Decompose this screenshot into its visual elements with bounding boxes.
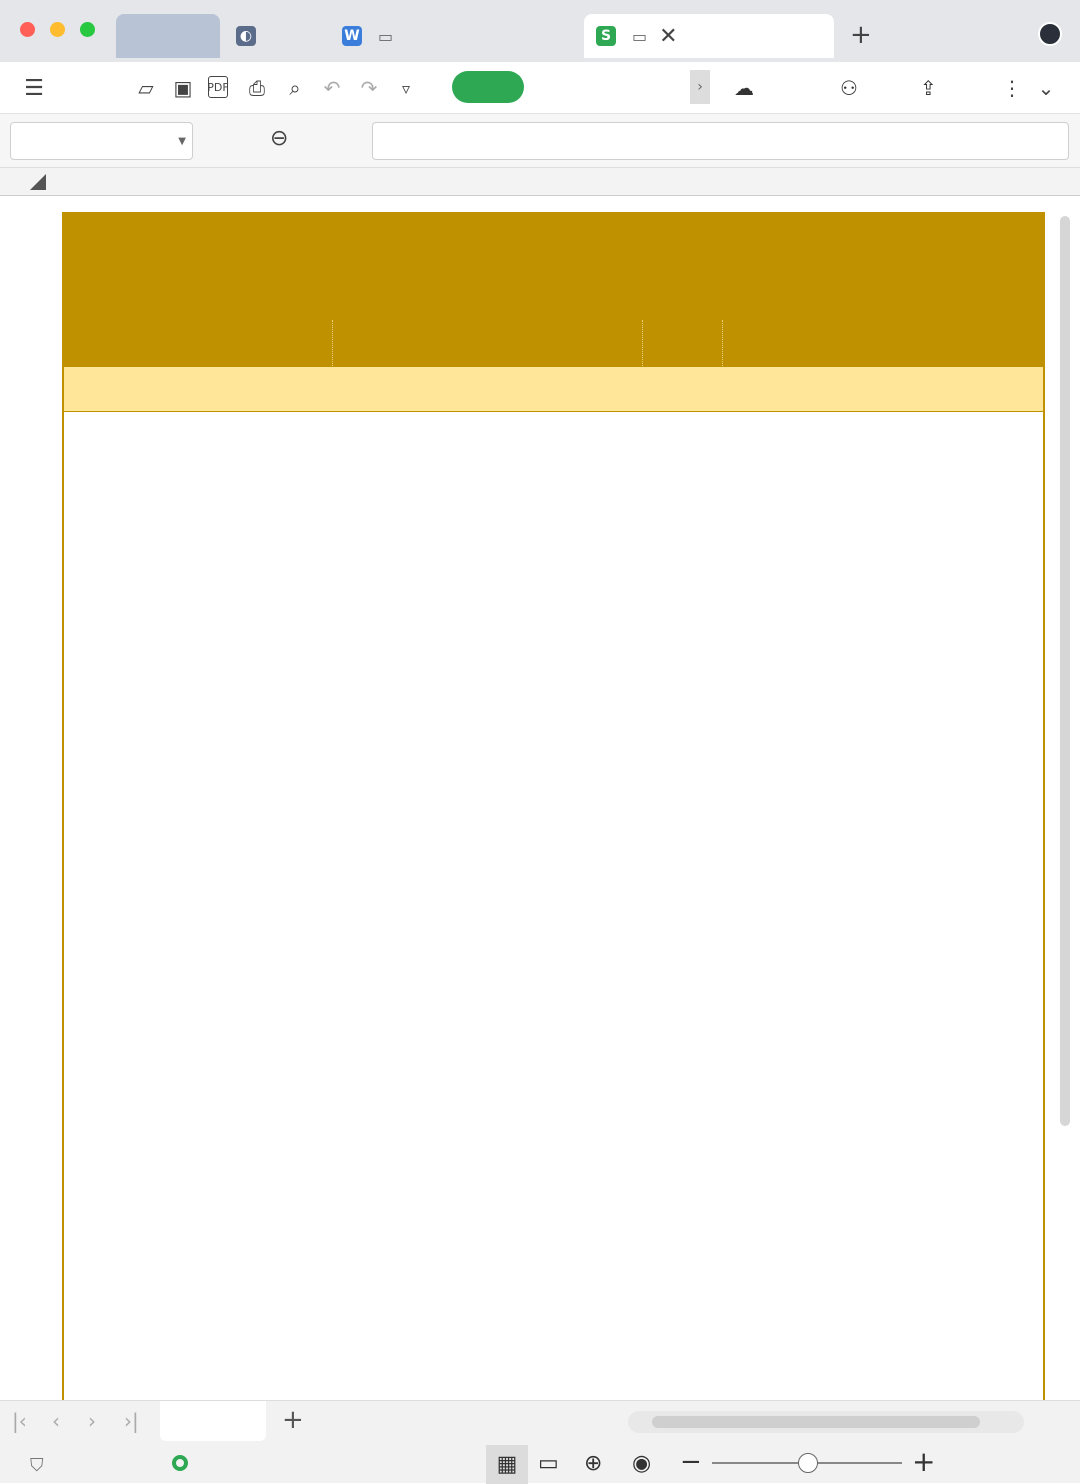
spreadsheet-icon: S <box>596 26 616 46</box>
sync-status-button[interactable] <box>734 62 758 114</box>
doc-protection-status[interactable] <box>30 1455 52 1476</box>
word-doc-icon: W <box>342 26 362 46</box>
open-folder-icon[interactable]: ▱ <box>138 76 154 100</box>
backup-status[interactable] <box>172 1455 198 1471</box>
print-preview-icon[interactable]: ⌕ <box>289 76 301 100</box>
menu-icon[interactable]: ☰ <box>24 75 44 101</box>
cloud-icon: ☁ <box>734 76 754 100</box>
more-dropdown-icon[interactable]: ▿ <box>401 78 411 98</box>
zoom-out-icon[interactable]: − <box>680 1447 702 1477</box>
scroll-right-icon[interactable]: › <box>690 70 710 104</box>
sheet-tab-sheet1[interactable] <box>160 1401 266 1441</box>
share-button[interactable] <box>920 62 943 114</box>
user-add-icon: ⚇ <box>840 76 858 100</box>
share-icon: ⇪ <box>920 76 937 100</box>
backup-on-icon <box>172 1455 188 1471</box>
prev-sheet-icon[interactable]: ‹ <box>52 1409 60 1433</box>
formula-input[interactable] <box>372 122 1069 160</box>
new-tab-plus-icon[interactable]: + <box>850 20 872 50</box>
zoom-window-button[interactable] <box>80 22 95 37</box>
zoom-find-icon[interactable]: ⊖ <box>270 126 289 151</box>
close-window-button[interactable] <box>20 22 35 37</box>
info-row <box>62 320 1045 366</box>
daoke-icon: ◐ <box>236 26 256 46</box>
title-tab-bar <box>0 0 1080 62</box>
select-all-corner[interactable] <box>30 174 46 190</box>
monitor-icon: ▭ <box>632 26 648 46</box>
normal-view-icon[interactable]: ▦ <box>486 1445 528 1484</box>
tab-home[interactable] <box>116 14 220 58</box>
first-sheet-icon[interactable]: |‹ <box>12 1409 27 1433</box>
split-view-icon[interactable]: ⊕ <box>584 1451 603 1476</box>
more-vertical-icon[interactable]: ⋮ <box>1002 76 1022 100</box>
add-sheet-icon[interactable]: + <box>282 1405 304 1435</box>
shield-icon: ⛉ <box>30 1455 44 1476</box>
pdf-export-icon[interactable]: PDF <box>208 76 228 98</box>
sheet-title[interactable] <box>62 212 1045 320</box>
last-sheet-icon[interactable]: ›| <box>124 1409 139 1433</box>
page-view-icon[interactable]: ▭ <box>538 1451 559 1476</box>
save-icon[interactable]: ▣ <box>173 76 193 100</box>
scrollbar-thumb[interactable] <box>652 1416 980 1428</box>
vertical-scrollbar[interactable] <box>1058 200 1072 1400</box>
tab-sales-evaluation[interactable] <box>584 14 834 58</box>
formula-bar <box>0 114 1080 168</box>
column-header-bar <box>0 168 1080 196</box>
zoom-slider-thumb[interactable] <box>798 1453 818 1473</box>
avatar[interactable] <box>1038 22 1062 46</box>
undo-icon[interactable]: ↶ <box>323 76 341 100</box>
horizontal-scrollbar[interactable] <box>628 1411 1024 1433</box>
zoom-slider[interactable] <box>712 1462 902 1464</box>
print-icon[interactable]: ⎙ <box>249 76 265 100</box>
tab-daoke[interactable] <box>232 14 322 58</box>
name-box[interactable] <box>10 122 193 160</box>
evaluation-sheet <box>62 212 1045 1402</box>
tab-document-course[interactable] <box>334 14 574 58</box>
main-toolbar <box>0 62 1080 114</box>
tab-start[interactable] <box>452 71 524 103</box>
collaborate-button[interactable] <box>840 62 864 114</box>
redo-icon[interactable]: ↷ <box>360 76 378 100</box>
minimize-window-button[interactable] <box>50 22 65 37</box>
status-bar <box>0 1400 1080 1483</box>
close-tab-icon[interactable]: ✕ <box>659 23 678 49</box>
monitor-icon: ▭ <box>378 26 394 46</box>
scrollbar-thumb[interactable] <box>1060 216 1070 1126</box>
collapse-chevron-icon[interactable]: ⌄ <box>1037 76 1055 100</box>
next-sheet-icon[interactable]: › <box>88 1409 96 1433</box>
chevron-down-icon: ▼ <box>178 135 186 147</box>
table-header-row <box>62 366 1045 412</box>
zoom-in-icon[interactable]: + <box>912 1445 936 1478</box>
eye-protection-icon[interactable]: ◉ <box>632 1451 652 1476</box>
